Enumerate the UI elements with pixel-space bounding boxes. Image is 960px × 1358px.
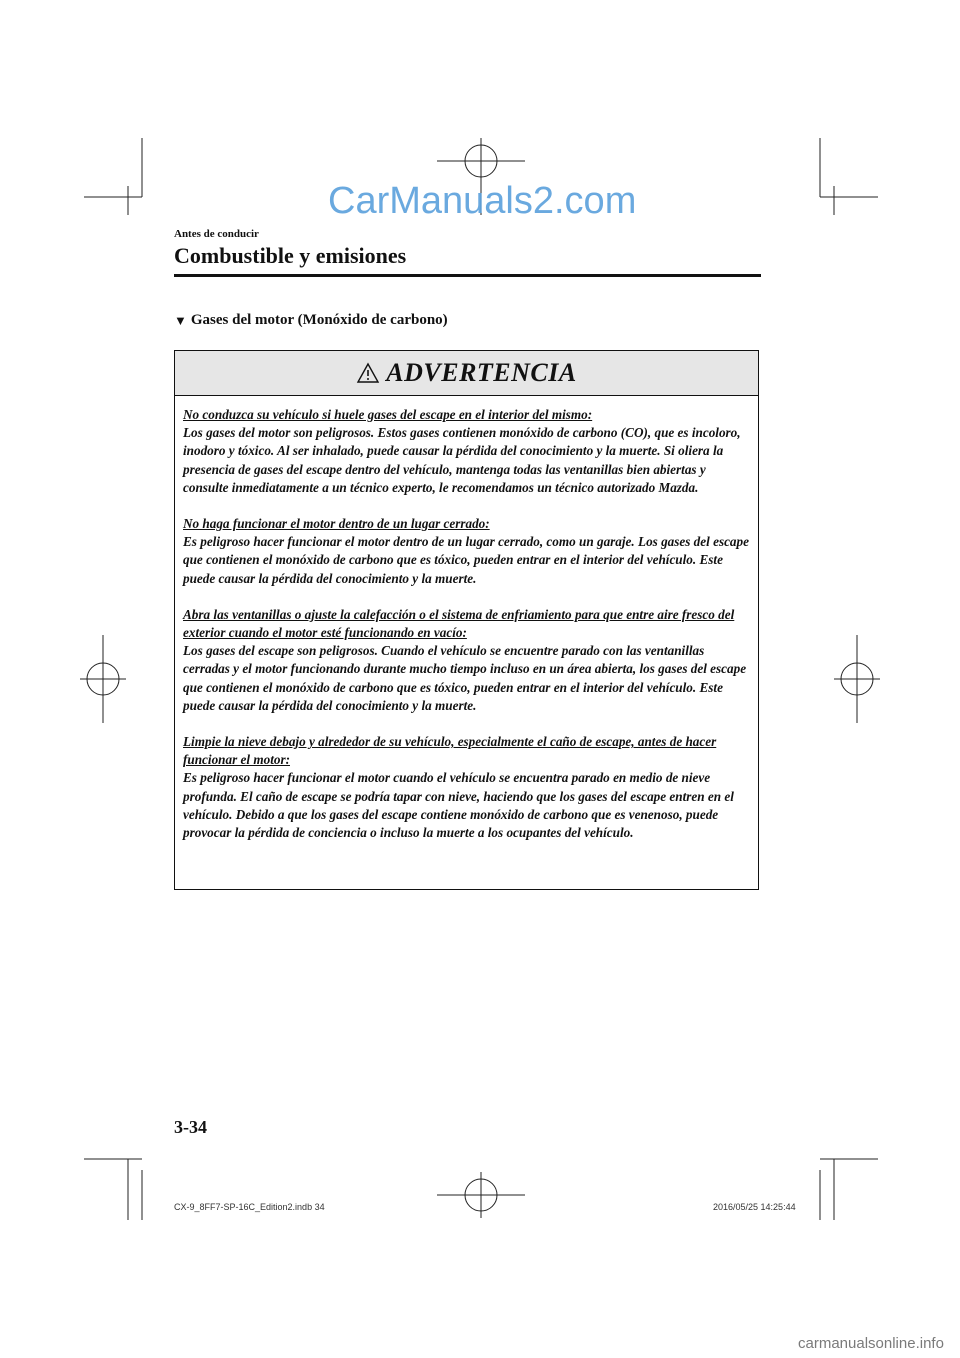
watermark-top: CarManuals2.com: [328, 180, 637, 222]
warning-header: [175, 351, 758, 396]
warning-body: [175, 396, 758, 842]
warning-lead: No haga funcionar el motor dentro de un lugar cerrado:: [183, 516, 490, 532]
header-rule: [174, 274, 761, 277]
warning-text: Los gases del escape son peligrosos. Cuando el vehículo se encuentre parado con las ventanillas cerradas y el motor funcionando durante mucho tiempo incluso en un área abierta, los gases del escape que contienen el monóxido de carbono que es tóxico, pueden entrar en el interior del vehículo. Este puede causar la pérdida del conocimiento y la muerte.: [183, 643, 747, 713]
warning-text: Los gases del motor son peligrosos. Estos gases contienen monóxido de carbono (CO), que es incoloro, inodoro y tóxico. Al ser inhalado, puede causar la pérdida del conocimiento y la muerte. Si oliera la presencia de gases del escape dentro del vehículo, mantenga todas las ventanillas bien abiertas y consulte inmediatamente a un técnico experto, le recomendamos un técnico autorizado Mazda.: [183, 425, 741, 495]
footer-timestamp: 2016/05/25 14:25:44: [713, 1202, 796, 1212]
warning-paragraph: [183, 606, 750, 715]
warning-paragraph: [183, 515, 750, 588]
warning-title: ADVERTENCIA: [386, 358, 577, 387]
watermark-bottom: carmanualsonline.info: [798, 1335, 944, 1352]
warning-lead: Limpie la nieve debajo y alrededor de su vehículo, especialmente el caño de escape, antes de hacer funcionar el motor:: [183, 734, 717, 768]
page-title: Combustible y emisiones: [174, 243, 407, 268]
warning-text: Es peligroso hacer funcionar el motor dentro de un lugar cerrado, como un garaje. Los gases del escape que contienen el monóxido de carbono que es tóxico, pueden entrar en el interior del vehículo. Este puede causar la pérdida del conocimiento y la muerte.: [183, 534, 749, 586]
footer-file: CX-9_8FF7-SP-16C_Edition2.indb 34: [174, 1202, 325, 1212]
warning-lead: No conduzca su vehículo si huele gases del escape en el interior del mismo:: [183, 407, 593, 422]
triangle-down-icon: ▼: [174, 312, 187, 328]
warning-box: [174, 350, 759, 890]
section-label: Antes de conducir: [174, 228, 259, 240]
page-number: 3-34: [174, 1117, 207, 1137]
warning-triangle-icon: [356, 362, 380, 384]
warning-paragraph: [183, 406, 750, 497]
warning-lead: Abra las ventanillas o ajuste la calefacción o el sistema de enfriamiento para que entre aire fresco del exterior cuando el motor esté funcionando en vacío:: [183, 606, 735, 641]
warning-text: Es peligroso hacer funcionar el motor cuando el vehículo se encuentra parado en medio de nieve profunda. El caño de escape se podría tapar con nieve, haciendo que los gases del escape entren en el vehículo. Debido a que los gases del escape contiene monóxido de carbono que es venenoso, puede provocar la pérdida de conciencia o incluso la muerte a los ocupantes del vehículo.: [183, 770, 734, 841]
subheading: [174, 312, 448, 329]
warning-paragraph: [183, 733, 750, 842]
subheading-text: Gases del motor (Monóxido de carbono): [190, 312, 448, 328]
